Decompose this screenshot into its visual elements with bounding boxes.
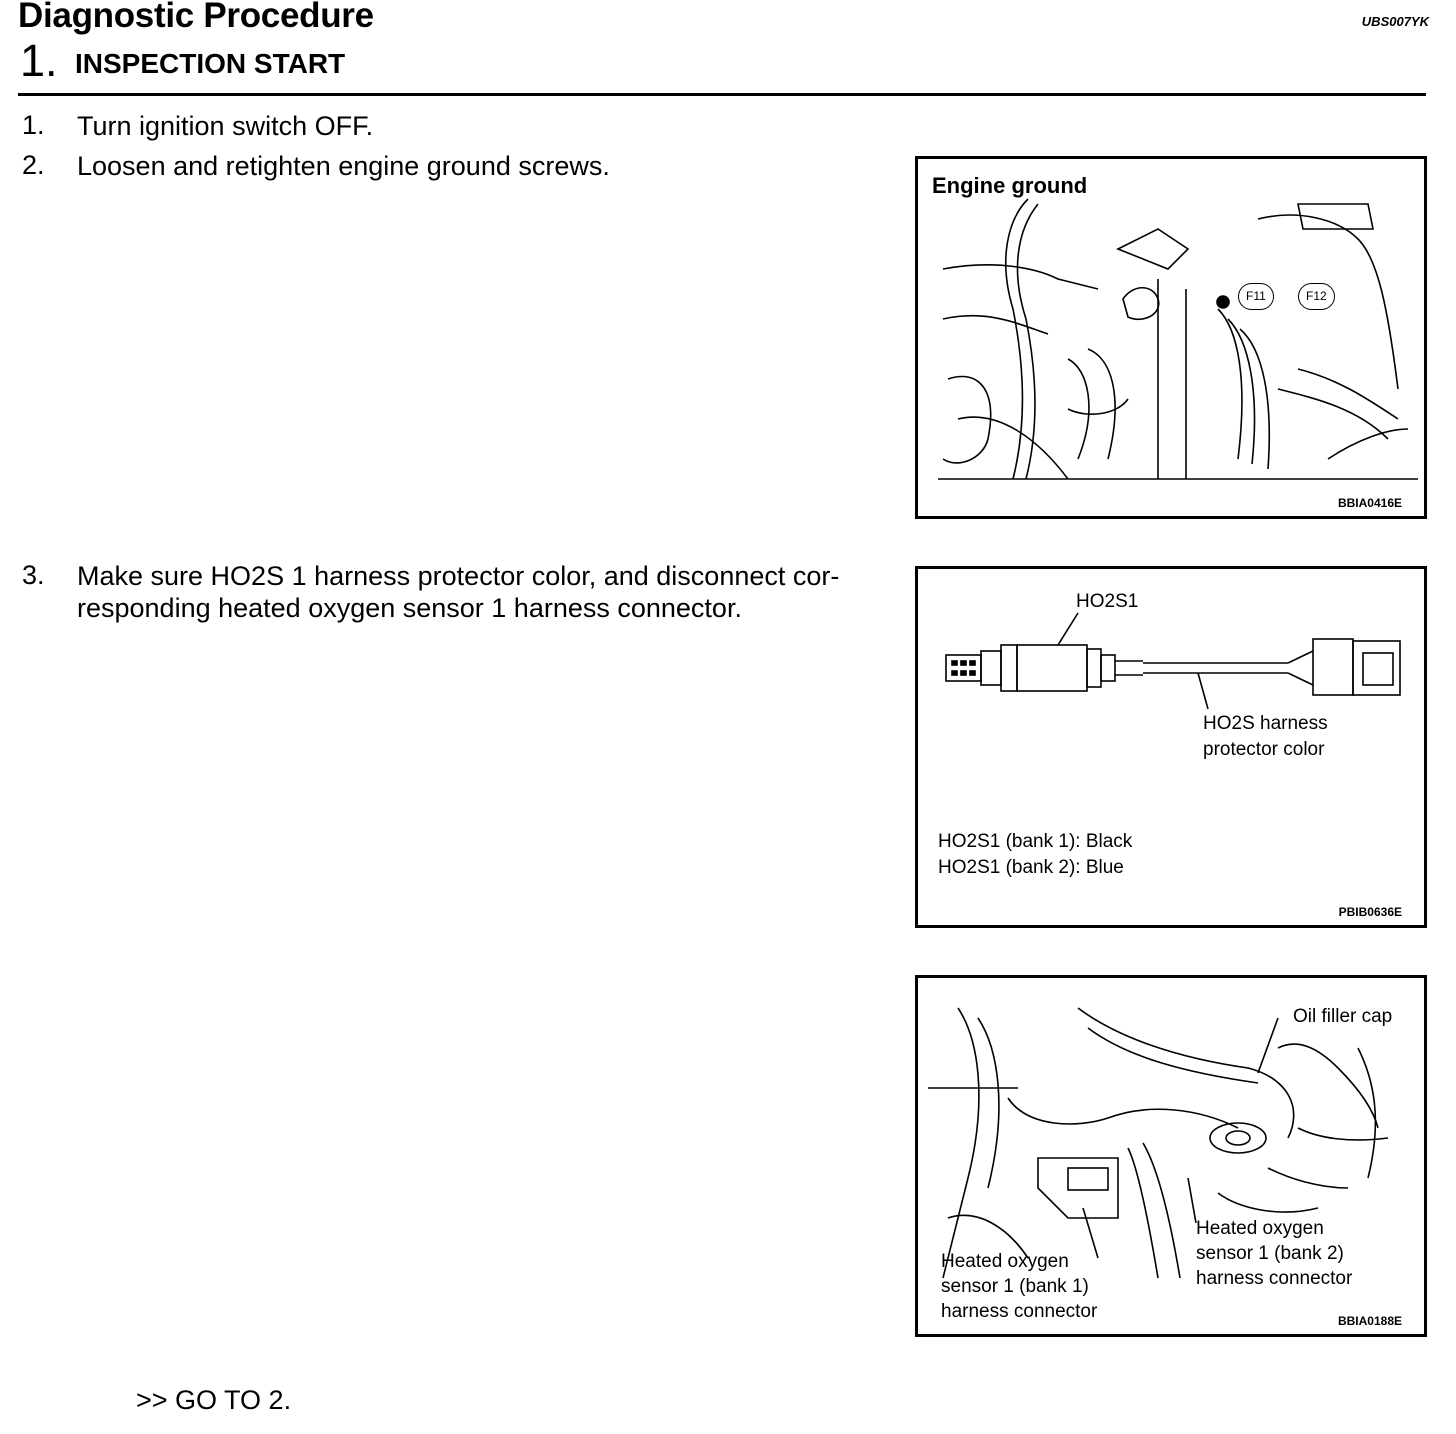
protector-label-line1: HO2S harness: [1203, 713, 1328, 734]
goto-next-step[interactable]: >> GO TO 2.: [136, 1385, 292, 1415]
connector-f12-badge: F12: [1298, 283, 1335, 310]
instruction-2-number: 2.: [22, 150, 45, 180]
instruction-2-text: Loosen and retighten engine ground screws.: [77, 151, 610, 181]
page-title: Diagnostic Procedure: [18, 0, 374, 35]
engine-ground-illustration: [918, 159, 1424, 516]
engine-ground-label: Engine ground: [932, 173, 1088, 198]
bank1-connector-label-line1: Heated oxygen: [941, 1251, 1069, 1272]
ho2s1-label: HO2S1: [1076, 591, 1139, 612]
bank2-connector-label-line1: Heated oxygen: [1196, 1218, 1324, 1239]
instruction-1-text: Turn ignition switch OFF.: [77, 111, 374, 141]
step-title: INSPECTION START: [75, 48, 346, 79]
sensor-connector-figure: [915, 975, 1427, 1337]
figure-code: BBIA0416E: [1337, 496, 1402, 510]
protector-label-line2: protector color: [1203, 739, 1325, 760]
instruction-1-number: 1.: [22, 110, 45, 140]
bank1-color: HO2S1 (bank 1): Black: [938, 831, 1133, 852]
bank2-connector-label-line2: sensor 1 (bank 2): [1196, 1243, 1344, 1264]
instruction-3-text-line2: responding heated oxygen sensor 1 harness connector.: [77, 593, 742, 623]
oil-filler-cap-label: Oil filler cap: [1293, 1006, 1393, 1027]
bank2-connector-label-line3: harness connector: [1196, 1268, 1353, 1289]
instruction-3-number: 3.: [22, 560, 45, 590]
ho2s1-figure: [915, 566, 1427, 928]
engine-ground-figure: [915, 156, 1427, 519]
step-number: 1.: [20, 35, 58, 86]
figure-code: PBIB0636E: [1338, 905, 1402, 919]
bank2-color: HO2S1 (bank 2): Blue: [938, 857, 1124, 878]
bank1-connector-label-line2: sensor 1 (bank 1): [941, 1276, 1089, 1297]
bank1-connector-label-line3: harness connector: [941, 1301, 1098, 1322]
figure-code: BBIA0188E: [1337, 1314, 1402, 1328]
document-code: UBS007YK: [1361, 14, 1429, 29]
header-divider: [18, 93, 1426, 96]
instruction-3-text-line1: Make sure HO2S 1 harness protector color, and disconnect cor-: [77, 561, 840, 591]
connector-f11-badge: F11: [1238, 283, 1274, 310]
